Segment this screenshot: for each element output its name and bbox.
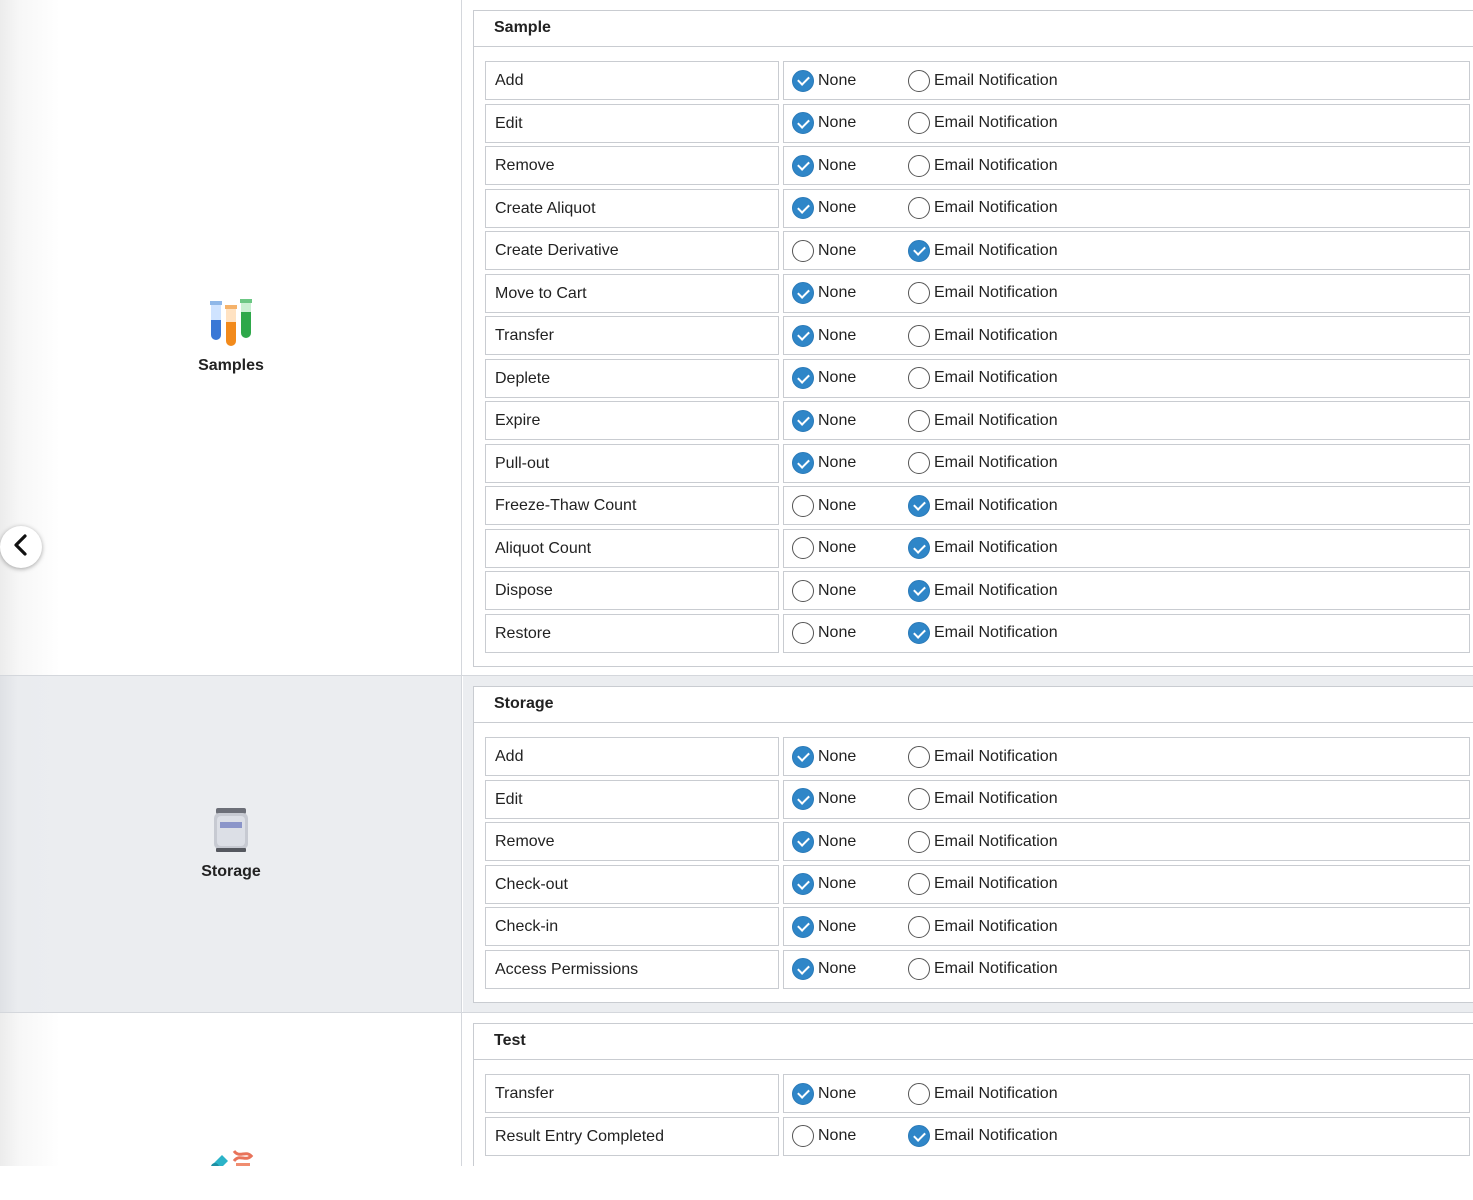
- option-label: None: [818, 284, 857, 301]
- radio-unchecked-icon[interactable]: [792, 1125, 814, 1147]
- radio-checked-icon[interactable]: [792, 325, 814, 347]
- notification-row: [485, 1074, 1470, 1113]
- none-radio[interactable]: [792, 1125, 908, 1147]
- option-label: Email Notification: [934, 369, 1058, 386]
- samples-module[interactable]: [0, 298, 462, 375]
- panel-title: Storage: [474, 687, 1473, 723]
- option-label: None: [818, 747, 857, 765]
- email-notification-radio[interactable]: [908, 112, 1058, 134]
- none-radio[interactable]: [792, 622, 908, 644]
- option-label: None: [818, 832, 857, 850]
- none-radio[interactable]: [792, 831, 908, 853]
- radio-checked-icon[interactable]: [792, 1083, 814, 1105]
- panel-title: Test: [474, 1024, 1473, 1060]
- radio-checked-icon[interactable]: [792, 746, 814, 768]
- notification-row: [485, 907, 1470, 946]
- option-label: Email Notification: [934, 624, 1058, 641]
- notification-options: [783, 907, 1470, 946]
- option-label: None: [818, 624, 857, 641]
- event-label: Transfer: [485, 1074, 779, 1113]
- none-radio[interactable]: [792, 155, 908, 177]
- notification-row: [485, 146, 1470, 185]
- none-radio[interactable]: [792, 746, 908, 768]
- option-label: Email Notification: [934, 156, 1058, 174]
- email-notification-radio[interactable]: [908, 831, 1058, 853]
- event-label: Restore: [485, 614, 779, 653]
- radio-unchecked-icon[interactable]: [792, 580, 814, 602]
- event-label: Remove: [485, 822, 779, 861]
- event-label: Move to Cart: [485, 274, 779, 313]
- notification-rows: [474, 47, 1473, 666]
- radio-checked-icon[interactable]: [908, 1125, 930, 1147]
- notification-row: [485, 104, 1470, 143]
- event-label: Create Aliquot: [485, 189, 779, 228]
- event-label: Access Permissions: [485, 950, 779, 989]
- radio-checked-icon[interactable]: [792, 367, 814, 389]
- email-notification-radio[interactable]: [908, 197, 1058, 219]
- option-label: Email Notification: [934, 747, 1058, 765]
- option-label: None: [818, 875, 857, 892]
- viewport-bottom: [0, 1166, 1473, 1200]
- option-label: Email Notification: [934, 581, 1058, 599]
- radio-unchecked-icon[interactable]: [908, 1083, 930, 1105]
- option-label: None: [818, 369, 857, 386]
- email-notification-radio[interactable]: [908, 410, 1058, 432]
- email-notification-radio[interactable]: [908, 958, 1058, 980]
- event-label: Transfer: [485, 316, 779, 355]
- option-label: None: [818, 496, 857, 514]
- radio-checked-icon[interactable]: [792, 70, 814, 92]
- radio-unchecked-icon[interactable]: [908, 788, 930, 810]
- none-radio[interactable]: [792, 916, 908, 938]
- email-notification-radio[interactable]: [908, 282, 1058, 304]
- none-radio[interactable]: [792, 240, 908, 262]
- event-label: Freeze-Thaw Count: [485, 486, 779, 525]
- option-label: Email Notification: [934, 411, 1058, 429]
- radio-checked-icon[interactable]: [792, 873, 814, 895]
- notification-row: [485, 1117, 1470, 1156]
- option-label: None: [818, 411, 857, 429]
- event-label: Edit: [485, 780, 779, 819]
- radio-unchecked-icon[interactable]: [908, 410, 930, 432]
- radio-checked-icon[interactable]: [792, 282, 814, 304]
- none-radio[interactable]: [792, 788, 908, 810]
- radio-checked-icon[interactable]: [908, 580, 930, 602]
- email-notification-radio[interactable]: [908, 916, 1058, 938]
- radio-checked-icon[interactable]: [908, 622, 930, 644]
- option-label: None: [818, 960, 857, 977]
- email-notification-radio[interactable]: [908, 325, 1058, 347]
- event-label: Check-in: [485, 907, 779, 946]
- notification-row: [485, 401, 1470, 440]
- event-label: Remove: [485, 146, 779, 185]
- option-label: Email Notification: [934, 1084, 1058, 1102]
- notification-options: [783, 614, 1470, 653]
- none-radio[interactable]: [792, 452, 908, 474]
- radio-checked-icon[interactable]: [792, 916, 814, 938]
- option-label: None: [818, 156, 857, 174]
- email-notification-radio[interactable]: [908, 746, 1058, 768]
- panel-title: Sample: [474, 11, 1473, 47]
- option-label: Email Notification: [934, 790, 1058, 807]
- email-notification-radio[interactable]: [908, 240, 1058, 262]
- notification-options: [783, 529, 1470, 568]
- notification-options: [783, 189, 1470, 228]
- email-notification-radio[interactable]: [908, 1125, 1058, 1147]
- radio-checked-icon[interactable]: [792, 788, 814, 810]
- option-label: None: [818, 917, 857, 935]
- option-label: None: [818, 199, 857, 216]
- option-label: Email Notification: [934, 539, 1058, 556]
- radio-unchecked-icon[interactable]: [792, 622, 814, 644]
- chevron-left-icon: [12, 534, 30, 561]
- option-label: Email Notification: [934, 917, 1058, 935]
- notification-options: [783, 1074, 1470, 1113]
- option-label: None: [818, 326, 857, 344]
- radio-unchecked-icon[interactable]: [792, 240, 814, 262]
- radio-checked-icon[interactable]: [792, 112, 814, 134]
- email-notification-radio[interactable]: [908, 873, 1058, 895]
- none-radio[interactable]: [792, 537, 908, 559]
- notification-row: [485, 316, 1470, 355]
- notification-row: [485, 486, 1470, 525]
- notification-options: [783, 737, 1470, 776]
- radio-checked-icon[interactable]: [908, 240, 930, 262]
- radio-unchecked-icon[interactable]: [908, 112, 930, 134]
- radio-unchecked-icon[interactable]: [908, 873, 930, 895]
- none-radio[interactable]: [792, 495, 908, 517]
- option-label: None: [818, 241, 857, 259]
- option-label: None: [818, 790, 857, 807]
- option-label: Email Notification: [934, 199, 1058, 216]
- radio-unchecked-icon[interactable]: [908, 452, 930, 474]
- event-label: Edit: [485, 104, 779, 143]
- notification-row: [485, 571, 1470, 610]
- event-label: Add: [485, 737, 779, 776]
- option-label: Email Notification: [934, 241, 1058, 259]
- email-notification-radio[interactable]: [908, 1083, 1058, 1105]
- radio-unchecked-icon[interactable]: [908, 70, 930, 92]
- radio-unchecked-icon[interactable]: [908, 282, 930, 304]
- notification-options: [783, 780, 1470, 819]
- none-radio[interactable]: [792, 1083, 908, 1105]
- notification-options: [783, 571, 1470, 610]
- notification-options: [783, 1117, 1470, 1156]
- notification-row: [485, 529, 1470, 568]
- option-label: Email Notification: [934, 454, 1058, 471]
- notification-options: [783, 316, 1470, 355]
- notification-row: [485, 865, 1470, 904]
- option-label: None: [818, 454, 857, 471]
- storage-panel: [473, 686, 1473, 1003]
- radio-unchecked-icon[interactable]: [908, 155, 930, 177]
- event-label: Pull-out: [485, 444, 779, 483]
- settings-column: [463, 0, 1473, 675]
- none-radio[interactable]: [792, 197, 908, 219]
- radio-unchecked-icon[interactable]: [908, 367, 930, 389]
- email-notification-radio[interactable]: [908, 788, 1058, 810]
- none-radio[interactable]: [792, 367, 908, 389]
- notification-rows: [474, 1060, 1473, 1169]
- storage-module[interactable]: [0, 806, 462, 881]
- notification-row: [485, 274, 1470, 313]
- option-label: None: [818, 1084, 857, 1102]
- event-label: Create Derivative: [485, 231, 779, 270]
- radio-unchecked-icon[interactable]: [908, 916, 930, 938]
- email-notification-radio[interactable]: [908, 580, 1058, 602]
- event-label: Dispose: [485, 571, 779, 610]
- notification-options: [783, 146, 1470, 185]
- module-label: Storage: [201, 863, 261, 880]
- option-label: None: [818, 581, 857, 599]
- none-radio[interactable]: [792, 325, 908, 347]
- event-label: Aliquot Count: [485, 529, 779, 568]
- radio-checked-icon[interactable]: [792, 410, 814, 432]
- sample-panel: [473, 10, 1473, 667]
- none-radio[interactable]: [792, 70, 908, 92]
- email-notification-radio[interactable]: [908, 495, 1058, 517]
- none-radio[interactable]: [792, 580, 908, 602]
- radio-checked-icon[interactable]: [792, 197, 814, 219]
- notification-row: [485, 61, 1470, 100]
- settings-column: [463, 676, 1473, 1012]
- event-label: Add: [485, 61, 779, 100]
- notification-options: [783, 444, 1470, 483]
- event-label: Deplete: [485, 359, 779, 398]
- freezer-icon: [211, 806, 251, 859]
- radio-unchecked-icon[interactable]: [792, 495, 814, 517]
- notification-row: [485, 444, 1470, 483]
- radio-checked-icon[interactable]: [908, 495, 930, 517]
- radio-checked-icon[interactable]: [792, 155, 814, 177]
- option-label: Email Notification: [934, 326, 1058, 344]
- notification-row: [485, 189, 1470, 228]
- option-label: None: [818, 71, 857, 89]
- none-radio[interactable]: [792, 958, 908, 980]
- option-label: Email Notification: [934, 284, 1058, 301]
- notification-options: [783, 104, 1470, 143]
- email-notification-radio[interactable]: [908, 367, 1058, 389]
- option-label: Email Notification: [934, 960, 1058, 977]
- notification-row: [485, 231, 1470, 270]
- radio-checked-icon[interactable]: [792, 452, 814, 474]
- email-notification-radio[interactable]: [908, 70, 1058, 92]
- collapse-sidebar-button[interactable]: [0, 526, 42, 568]
- email-notification-radio[interactable]: [908, 155, 1058, 177]
- notification-row: [485, 359, 1470, 398]
- option-label: Email Notification: [934, 496, 1058, 514]
- radio-checked-icon[interactable]: [792, 958, 814, 980]
- notification-options: [783, 822, 1470, 861]
- option-label: Email Notification: [934, 832, 1058, 850]
- none-radio[interactable]: [792, 873, 908, 895]
- radio-unchecked-icon[interactable]: [908, 746, 930, 768]
- notification-options: [783, 274, 1470, 313]
- event-label: Result Entry Completed: [485, 1117, 779, 1156]
- notification-row: [485, 780, 1470, 819]
- radio-unchecked-icon[interactable]: [908, 958, 930, 980]
- radio-unchecked-icon[interactable]: [908, 197, 930, 219]
- notification-options: [783, 231, 1470, 270]
- notification-options: [783, 486, 1470, 525]
- notification-rows: [474, 723, 1473, 1002]
- option-label: None: [818, 1127, 857, 1144]
- option-label: Email Notification: [934, 114, 1058, 131]
- none-radio[interactable]: [792, 282, 908, 304]
- radio-checked-icon[interactable]: [908, 537, 930, 559]
- email-notification-radio[interactable]: [908, 452, 1058, 474]
- option-label: None: [818, 114, 857, 131]
- notification-row: [485, 822, 1470, 861]
- email-notification-radio[interactable]: [908, 537, 1058, 559]
- event-label: Expire: [485, 401, 779, 440]
- notification-row: [485, 737, 1470, 776]
- notification-row: [485, 950, 1470, 989]
- radio-unchecked-icon[interactable]: [792, 537, 814, 559]
- option-label: Email Notification: [934, 71, 1058, 89]
- radio-unchecked-icon[interactable]: [908, 325, 930, 347]
- test-tubes-icon: [207, 298, 255, 353]
- notification-row: [485, 614, 1470, 653]
- notification-options: [783, 401, 1470, 440]
- option-label: Email Notification: [934, 875, 1058, 892]
- radio-unchecked-icon[interactable]: [908, 831, 930, 853]
- email-notification-radio[interactable]: [908, 622, 1058, 644]
- event-label: Check-out: [485, 865, 779, 904]
- storage-section: [0, 676, 1473, 1013]
- option-label: None: [818, 539, 857, 556]
- none-radio[interactable]: [792, 410, 908, 432]
- none-radio[interactable]: [792, 112, 908, 134]
- notification-options: [783, 865, 1470, 904]
- notification-options: [783, 950, 1470, 989]
- option-label: Email Notification: [934, 1127, 1058, 1144]
- module-label: Samples: [198, 357, 264, 374]
- notification-options: [783, 359, 1470, 398]
- radio-checked-icon[interactable]: [792, 831, 814, 853]
- notification-options: [783, 61, 1470, 100]
